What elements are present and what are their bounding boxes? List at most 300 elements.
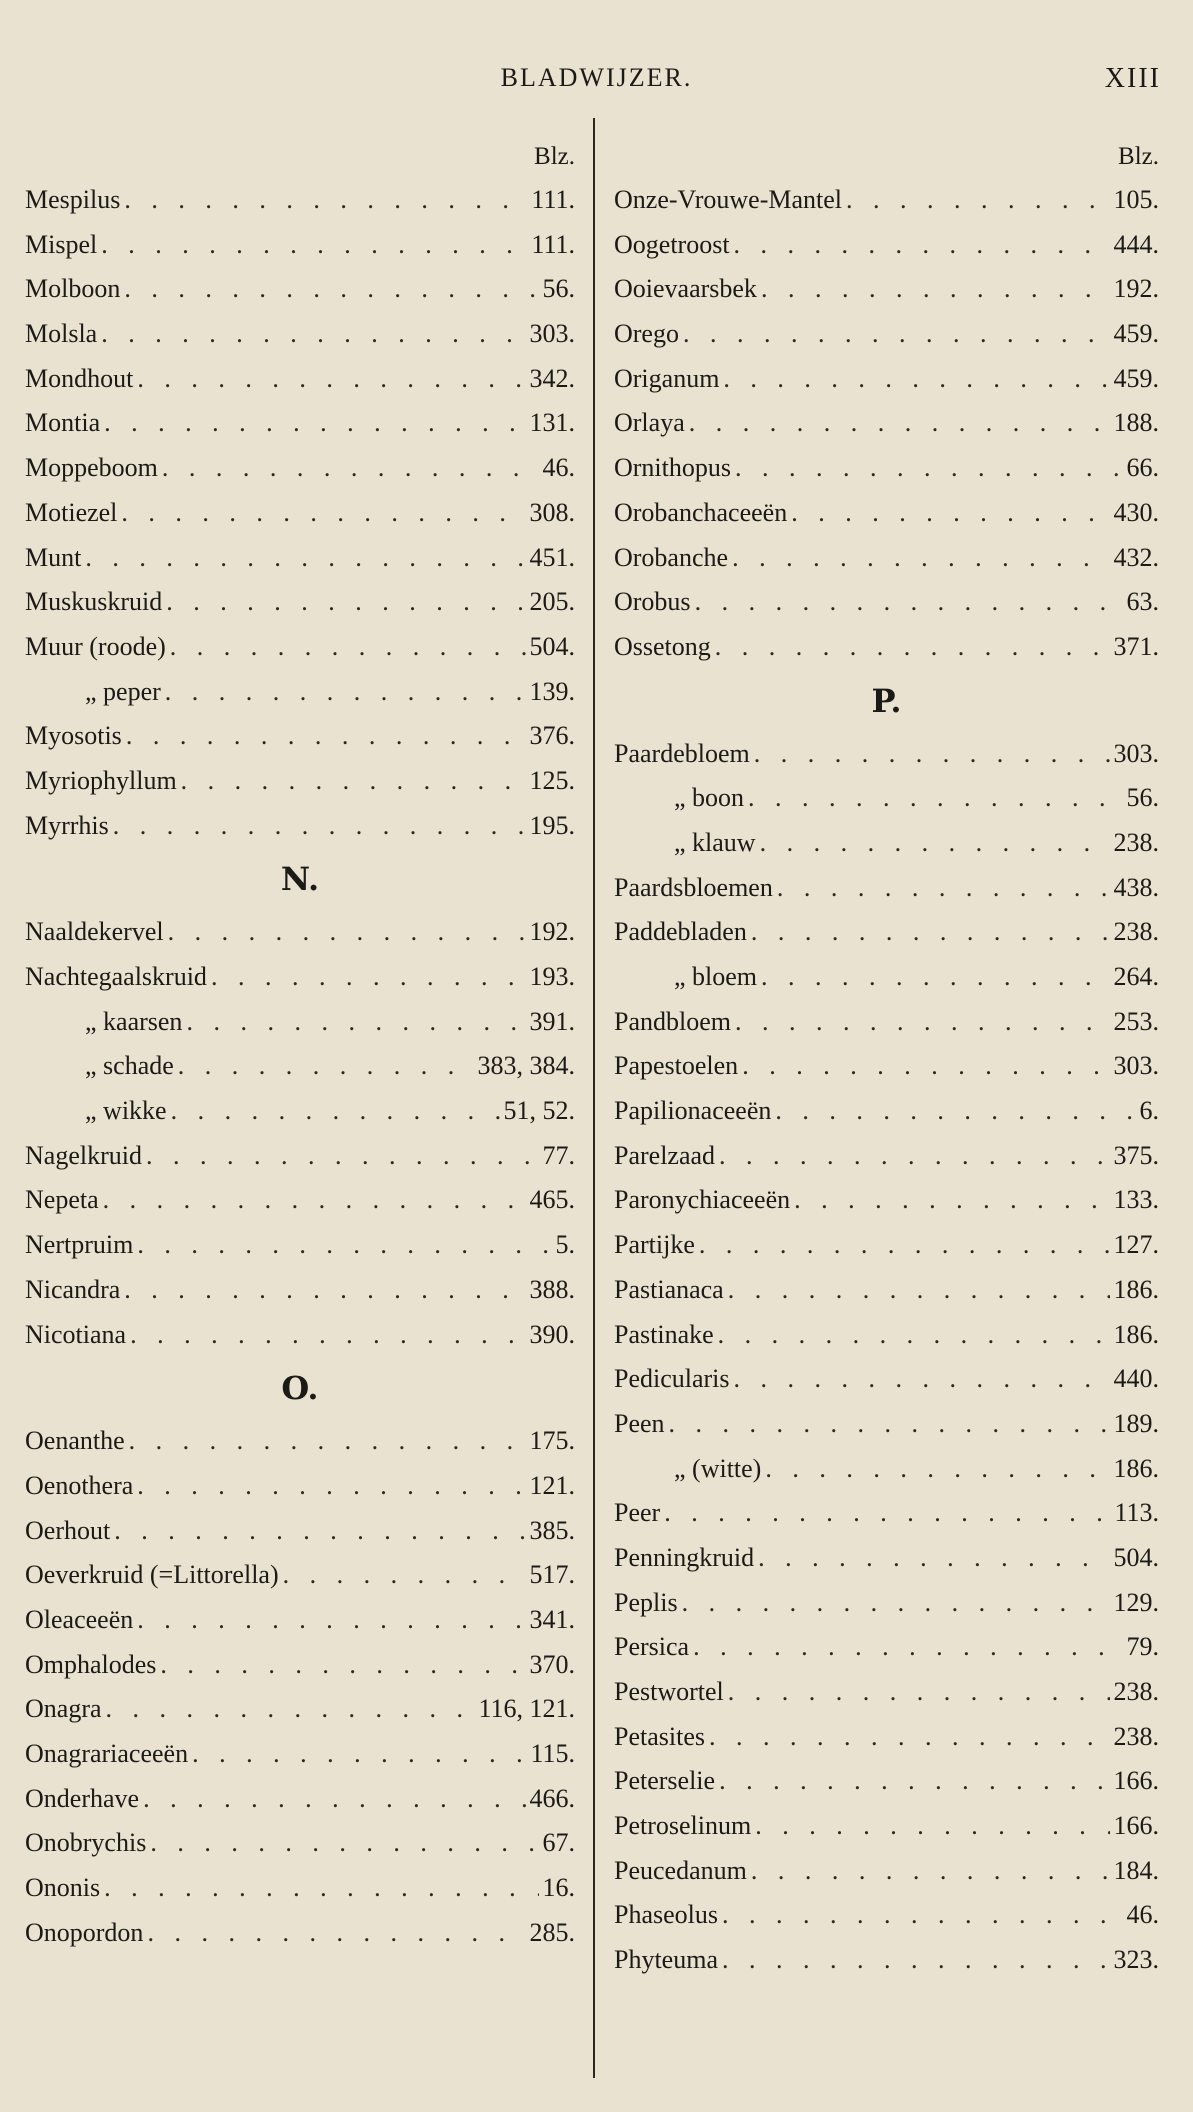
dot-leader [162,446,539,491]
entry-page: 430. [1113,497,1159,527]
entry-page: 186. [1113,1319,1159,1349]
left-column [25,136,575,1955]
index-entry [25,714,575,759]
entry-page: 184. [1113,1855,1159,1885]
dot-leader [168,910,526,955]
entry-term: Paardebloem [614,738,750,768]
entry-page: 115. [530,1739,575,1768]
index-entry [25,1643,575,1688]
entry-term: Peer [614,1498,661,1528]
entry-term: Ornithopus [614,453,731,483]
entry-page: 371. [1113,631,1159,661]
entry-page: 195. [529,810,575,840]
dot-leader [143,1777,525,1822]
dot-leader [728,1268,1110,1313]
dot-leader [719,1759,1109,1804]
dot-leader [166,580,525,625]
entry-term: Peen [614,1408,665,1438]
index-entry [614,1178,1159,1223]
entry-page: 444. [1113,229,1159,259]
entry-page: 189. [1113,1408,1159,1438]
entry-page: 517. [529,1560,575,1590]
entry-term: Pedicularis [614,1364,730,1394]
index-entry [25,357,575,402]
dot-leader [104,401,525,446]
entry-term: Myrrhis [25,810,109,840]
dot-leader [101,223,527,268]
entry-page: 459. [1113,319,1159,349]
dot-leader [742,1044,1109,1089]
entry-page: 113. [1114,1498,1159,1528]
index-entry [614,1581,1159,1626]
dot-leader [775,1089,1135,1134]
entry-page: 192. [529,917,575,947]
entry-term: Mondhout [25,363,134,393]
entry-term: Mispel [25,229,98,259]
entry-term: Muskuskruid [25,587,163,617]
entry-term: Orlaya [614,408,685,438]
entry-page: 5. [555,1230,575,1260]
index-entry [614,1089,1159,1134]
index-entry [25,1223,575,1268]
index-entry [614,821,1159,866]
entry-page: 121. [529,1470,575,1500]
entry-page: 440. [1113,1364,1159,1394]
index-entry [614,491,1159,536]
entry-page: 238. [1113,1677,1159,1706]
entry-term: Molsla [25,319,98,349]
entry-term: Partijke [614,1230,695,1260]
index-entry [614,866,1159,911]
entry-term: Nagelkruid [25,1140,142,1170]
dot-leader [777,866,1110,911]
entry-page: 375. [1113,1140,1159,1170]
index-entry [614,223,1159,268]
dot-leader [85,536,525,581]
dot-leader [794,1178,1109,1223]
index-entry [25,1732,575,1777]
dot-leader [137,1598,525,1643]
entry-term: Mespilus [25,185,121,214]
dot-leader [751,1849,1110,1894]
letter-heading-p: P. [871,681,902,720]
entry-term: Motiezel [25,497,118,527]
dot-leader [683,312,1110,357]
dot-leader [761,955,1109,1000]
dot-leader [113,804,526,849]
entry-term: Ossetong [614,631,711,661]
entry-page: 193. [529,962,575,991]
entry-page: 303. [1113,738,1159,768]
index-entry [614,1447,1159,1492]
entry-page: 238. [1113,1721,1159,1751]
index-entry [614,1000,1159,1045]
index-entry [614,401,1159,446]
dot-leader [760,821,1110,866]
index-entry [25,267,575,312]
dot-leader [695,580,1123,625]
dot-leader [137,357,525,402]
dot-leader [735,1000,1110,1045]
entry-term: Nepeta [25,1185,99,1215]
entry-page: 308. [529,497,575,527]
entry-term: Pastianaca [614,1274,724,1304]
index-entry [614,1268,1159,1313]
entry-page: 56. [542,274,575,304]
index-entry [25,625,575,670]
index-entry [614,1849,1159,1894]
index-entry [25,1866,575,1911]
entry-page: 51, 52. [503,1096,575,1126]
index-entry [25,178,575,223]
entry-term: Muur (roode) [25,631,166,661]
dot-leader [735,446,1123,491]
index-entry [25,446,575,491]
index-entry [25,1464,575,1509]
index-entry [614,1402,1159,1447]
index-entry [614,1670,1159,1715]
entry-page: 238. [1113,827,1159,857]
index-entry [614,536,1159,581]
index-entry [25,580,575,625]
entry-term: Nicotiana [25,1319,127,1349]
index-entry [25,1313,575,1358]
entry-page: 133. [1113,1185,1159,1215]
entries-o-continued [614,178,1159,670]
dot-leader [178,1044,474,1089]
entry-page: 77. [542,1140,575,1170]
index-entry [614,1759,1159,1804]
letter-heading-o: O. [281,1369,319,1408]
index-entry [25,804,575,849]
index-entry [25,759,575,804]
entry-term: Orego [614,319,679,349]
index-entry [614,1223,1159,1268]
entry-page: 79. [1126,1632,1159,1662]
entry-page: 504. [529,631,575,661]
entry-page: 466. [529,1783,575,1813]
entry-page: 388. [529,1274,575,1304]
index-entry [614,1938,1159,1983]
entry-page: 303. [1113,1051,1159,1081]
entry-page: 264. [1113,962,1159,991]
index-entry [25,1419,575,1464]
entry-term: „ schade [85,1051,174,1081]
entry-term: Nachtegaalskruid [25,962,207,991]
index-entry [25,1134,575,1179]
entry-page: 6. [1139,1096,1159,1126]
dot-leader [699,1223,1110,1268]
entry-term: Pastinake [614,1319,714,1349]
entry-term: Penningkruid [614,1542,755,1572]
entry-page: 16. [542,1873,575,1903]
entry-term: Orobanchaceeën [614,497,788,527]
index-entry [614,312,1159,357]
dot-leader [734,1357,1110,1402]
index-entry [614,1715,1159,1760]
index-entry [614,732,1159,777]
dot-leader [101,312,525,357]
index-entry [614,178,1159,223]
blz-label: Blz. [1118,143,1159,170]
index-entry [25,1911,575,1956]
index-entry [614,1536,1159,1581]
entry-term: „ peper [85,676,161,706]
dot-leader [146,1134,539,1179]
dot-leader [124,267,538,312]
page-number: XIII [1104,63,1161,94]
dot-leader [165,670,526,715]
entry-term: Petroselinum [614,1811,752,1841]
dot-leader [689,401,1110,446]
index-entry [614,580,1159,625]
entry-term: Phaseolus [614,1900,718,1930]
index-entry [25,491,575,536]
entry-page: 459. [1113,363,1159,393]
dot-leader [126,714,526,759]
dot-leader [186,1000,525,1045]
index-entry [614,1893,1159,1938]
entry-page: 205. [529,587,575,617]
entry-term: Ononis [25,1873,101,1903]
entry-page: 166. [1113,1811,1159,1841]
entry-term: Oerhout [25,1515,111,1545]
index-entry [25,1268,575,1313]
entry-term: Oenanthe [25,1426,125,1456]
entry-term: Onze-Vrouwe-Mantel [614,185,843,214]
entry-term: Nicandra [25,1274,121,1304]
entry-page: 285. [529,1917,575,1947]
dot-leader [765,1447,1109,1492]
entry-term: Papestoelen [614,1051,739,1081]
entry-term: Pandbloem [614,1006,731,1036]
entry-term: Naaldekervel [25,917,164,947]
dot-leader [751,910,1110,955]
entry-term: Peucedanum [614,1855,747,1885]
entry-term: Onderhave [25,1783,140,1813]
index-entry [25,1178,575,1223]
index-entry [614,1134,1159,1179]
index-entry [25,1821,575,1866]
page-header [0,55,1193,95]
blz-label: Blz. [534,143,575,170]
entry-term: Ooievaarsbek [614,274,757,304]
entry-term: Phyteuma [614,1945,718,1975]
dot-leader [283,1553,526,1598]
entries-m [25,178,575,848]
entries-p [614,732,1159,1983]
index-entry [25,1598,575,1643]
entry-term: Papilionaceeën [614,1096,772,1126]
entry-page: 131. [529,408,575,438]
entry-page: 238. [1113,917,1159,947]
dot-leader [719,1134,1109,1179]
index-entry [25,670,575,715]
dot-leader [664,1491,1110,1536]
dot-leader [114,1509,525,1554]
dot-leader [181,759,526,804]
dot-leader [732,536,1109,581]
entry-page: 192. [1113,274,1159,304]
entry-term: „ kaarsen [85,1006,183,1036]
entry-page: 129. [1113,1587,1159,1617]
index-entry [25,1000,575,1045]
entry-term: Petasites [614,1721,705,1751]
entry-term: Nertpruim [25,1230,134,1260]
entry-page: 253. [1113,1006,1159,1036]
dot-leader [192,1732,526,1777]
index-entry [614,1804,1159,1849]
dot-leader [728,1670,1110,1715]
entry-term: Munt [25,542,82,572]
dot-leader [103,1178,526,1223]
entry-term: Oeverkruid (=Littorella) [25,1560,279,1590]
dot-leader [791,491,1109,536]
entry-page: 175. [529,1426,575,1456]
column-divider [593,118,595,2078]
entry-page: 166. [1113,1766,1159,1796]
letter-heading-n: N. [280,860,320,899]
entry-term: Onagra [25,1694,102,1724]
dot-leader [124,1268,525,1313]
dot-leader [137,1464,525,1509]
entry-term: Onagrariaceeën [25,1739,189,1768]
dot-leader [718,1313,1110,1358]
dot-leader [722,1893,1123,1938]
entry-page: 303. [529,319,575,349]
entry-page: 186. [1113,1453,1159,1483]
entry-term: Paardsbloemen [614,872,773,902]
entry-term: Persica [614,1632,690,1662]
entry-page: 67. [542,1828,575,1858]
entries-n [25,910,575,1357]
index-entry [614,357,1159,402]
entry-term: „ klauw [674,827,756,857]
entry-page: 63. [1126,587,1159,617]
entry-page: 116, 121. [478,1694,575,1724]
dot-leader [723,357,1109,402]
entry-page: 341. [529,1604,575,1634]
entry-page: 342. [529,363,575,393]
dot-leader [761,267,1110,312]
entry-page: 56. [1126,783,1159,813]
entry-term: „ wikke [85,1096,167,1126]
index-entry [25,1089,575,1134]
entry-term: Parelzaad [614,1140,716,1170]
right-column [614,136,1159,1983]
entry-term: Oleaceeën [25,1604,134,1634]
index-entry [614,1357,1159,1402]
dot-leader [150,1821,538,1866]
entry-page: 432. [1113,542,1159,572]
dot-leader [137,1223,551,1268]
entry-page: 186. [1113,1274,1159,1304]
entry-page: 370. [529,1649,575,1679]
dot-leader [682,1581,1110,1626]
entry-page: 125. [529,765,575,795]
dot-leader [104,1866,538,1911]
index-entry [614,955,1159,1000]
entry-page: 504. [1113,1542,1159,1572]
dot-leader [755,1804,1109,1849]
dot-leader [170,625,526,670]
dot-leader [669,1402,1110,1447]
index-entry [25,312,575,357]
dot-leader [130,1313,525,1358]
entry-page: 46. [1126,1900,1159,1930]
index-entry [25,1553,575,1598]
entry-term: Paronychiaceeën [614,1185,791,1215]
dot-leader [748,776,1122,821]
index-entry [614,910,1159,955]
entry-term: Onopordon [25,1917,144,1947]
entry-term: Pestwortel [614,1677,724,1706]
entry-term: Paddebladen [614,917,747,947]
entry-term: Myosotis [25,721,122,751]
entry-page: 111. [531,229,575,259]
dot-leader [124,178,527,223]
index-entry [614,776,1159,821]
entry-term: Origanum [614,363,720,393]
entry-term: Molboon [25,274,121,304]
entry-term: Oogetroost [614,229,730,259]
entry-page: 438. [1113,872,1159,902]
entry-page: 111. [531,185,575,214]
index-entry [614,1625,1159,1670]
entry-term: Peterselie [614,1766,716,1796]
entry-page: 46. [542,453,575,483]
dot-leader [106,1687,475,1732]
dot-leader [846,178,1109,223]
index-entry [25,955,575,1000]
dot-leader [722,1938,1110,1983]
dot-leader [121,491,525,536]
entry-page: 465. [529,1185,575,1215]
dot-leader [709,1715,1110,1760]
entry-page: 376. [529,721,575,751]
entry-term: Moppeboom [25,453,158,483]
entry-page: 188. [1113,408,1159,438]
index-entry [25,1044,575,1089]
dot-leader [160,1643,525,1688]
entry-term: „ boon [674,783,745,813]
dot-leader [758,1536,1109,1581]
index-entry [25,1687,575,1732]
dot-leader [734,223,1110,268]
entry-term: Omphalodes [25,1649,157,1679]
entries-o [25,1419,575,1955]
entry-term: Peplis [614,1587,678,1617]
entry-page: 139. [529,676,575,706]
dot-leader [129,1419,526,1464]
dot-leader [715,625,1110,670]
entry-term: Montia [25,408,101,438]
entry-page: 66. [1126,453,1159,483]
index-entry [614,1044,1159,1089]
dot-leader [147,1911,525,1956]
index-entry [25,1509,575,1554]
index-entry [25,401,575,446]
entry-page: 127. [1113,1230,1159,1260]
index-entry [614,267,1159,312]
index-entry [614,1313,1159,1358]
entry-page: 451. [529,542,575,572]
entry-term: Oenothera [25,1470,134,1500]
entry-term: Onobrychis [25,1828,147,1858]
entry-page: 390. [529,1319,575,1349]
index-entry [25,223,575,268]
index-entry [25,1777,575,1822]
